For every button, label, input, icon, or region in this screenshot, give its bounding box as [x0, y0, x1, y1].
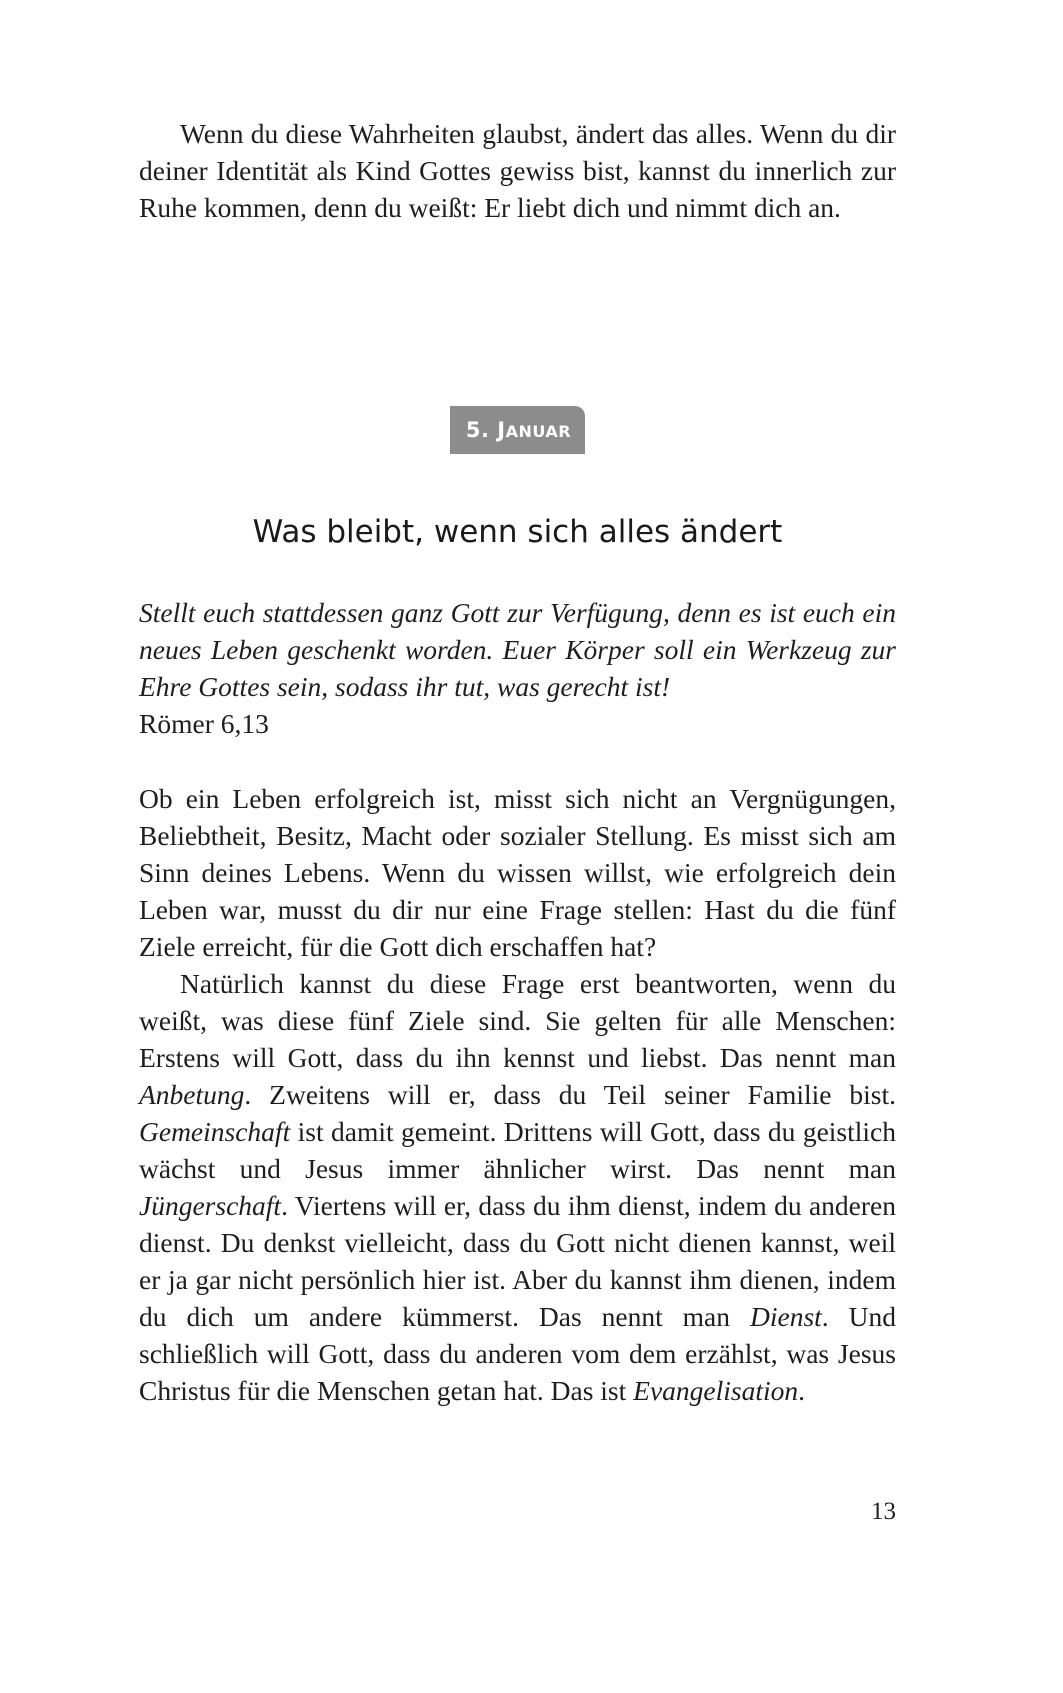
intro-paragraph: Wenn du diese Wahrheiten glaubst, ändert das alles. Wenn du dir deiner Identität als Kind Gottes gewiss bist, kannst du innerlich zur Ruhe kommen, denn du weißt: Er liebt dich und nimmt dich an.: [139, 118, 896, 223]
bible-verse-block: [139, 594, 896, 742]
date-tag-wrapper: [139, 406, 896, 454]
bible-verse-text: Stellt euch stattdessen ganz Gott zur Verfügung, denn es ist euch ein neues Leben geschenkt worden. Euer Körper soll ein Werkzeug zur Ehre Gottes sein, sodass ihr tut, was gerecht ist!: [139, 597, 896, 702]
paragraph-1: Ob ein Leben erfolgreich ist, misst sich nicht an Vergnügungen, Beliebtheit, Besitz, Macht oder sozialer Stellung. Es misst sich am Sinn deines Lebens. Wenn du wissen willst, wie erfolgreich dein Leben war, musst du dir nur eine Frage stellen: Hast du die fünf Ziele erreicht, für die Gott dich erschaffen hat?: [139, 783, 896, 962]
paragraph-2-part-5: . Und schließlich will Gott, dass du anderen vom dem erzählst, was Jesus Christus für die Menschen getan hat. Das ist: [139, 1301, 896, 1406]
term-evangelisation: Evangelisation: [633, 1375, 799, 1406]
page-number: 13: [871, 1498, 896, 1525]
paragraph-2-part-1: Natürlich kannst du diese Frage erst beantworten, wenn du weißt, was diese fünf Ziele sind. Sie gelten für alle Menschen: Erstens will Gott, dass du ihn kennst und liebst. Das nennt man: [139, 968, 896, 1073]
term-anbetung: Anbetung: [139, 1079, 245, 1110]
date-tag: [450, 406, 585, 454]
date-day: 5. J: [465, 418, 506, 442]
term-juengerschaft: Jüngerschaft: [139, 1190, 282, 1221]
term-gemeinschaft: Gemeinschaft: [139, 1116, 291, 1147]
paragraph-2-part-2: . Zweitens will er, dass du Teil seiner Familie bist.: [244, 1079, 896, 1110]
main-text-block: [139, 780, 896, 1409]
intro-block: [139, 115, 896, 226]
paragraph-2-part-6: .: [798, 1375, 805, 1406]
paragraph-2-part-4: . Viertens will er, dass du ihm dienst, indem du anderen dienst. Du denkst vielleicht, dass du Gott nicht dienen kannst, weil er ja gar nicht persönlich hier ist. Aber du kannst ihm dienen, indem du dich um andere kümmerst. Das nennt man: [139, 1190, 896, 1332]
bible-verse-reference: Römer 6,13: [139, 708, 269, 739]
date-month-rest: ANUAR: [505, 422, 572, 441]
book-page: [139, 0, 896, 1693]
devotion-title: Was bleibt, wenn sich alles ändert: [252, 514, 783, 550]
paragraph-2: [139, 965, 896, 1409]
term-dienst: Dienst: [749, 1301, 822, 1332]
paragraph-2-part-3: ist damit gemeint. Drittens will Gott, dass du geistlich wächst und Jesus immer ähnlicher wirst. Das nennt man: [139, 1116, 896, 1184]
